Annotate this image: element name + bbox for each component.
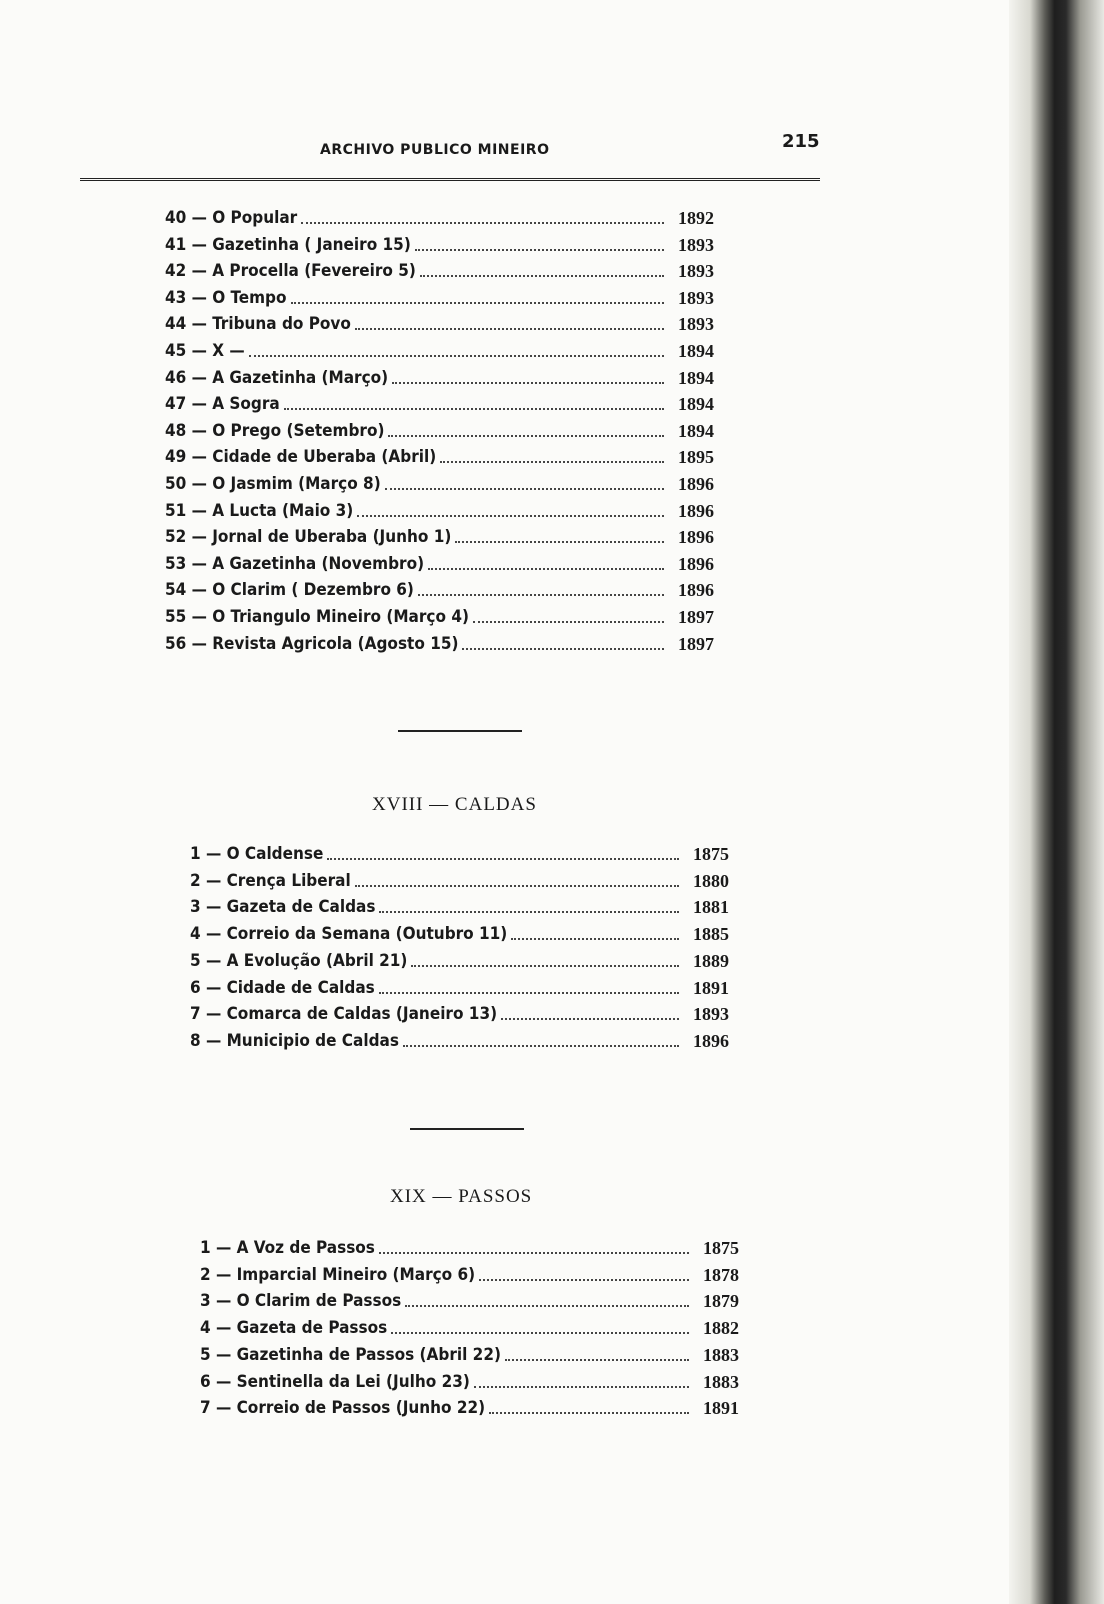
entry-year: 1896 <box>678 474 714 494</box>
list-item <box>165 634 735 660</box>
entry-title: 44 — Tribuna do Povo <box>165 314 351 335</box>
list-item <box>165 368 735 394</box>
dot-leader <box>327 858 679 860</box>
entry-year: 1893 <box>678 261 714 282</box>
entry-title: 49 — Cidade de Uberaba (Abril) <box>165 447 437 468</box>
book-binding-edge <box>1009 0 1104 1604</box>
entry-year: 1893 <box>678 314 714 335</box>
entry-title: 43 — O Tempo <box>165 287 287 308</box>
dot-leader <box>428 568 664 570</box>
dot-leader <box>505 1359 689 1361</box>
entry-title: 56 — Revista Agricola (Agosto 15) <box>165 633 459 654</box>
list-item <box>165 501 735 527</box>
list-item <box>165 261 735 287</box>
entry-year: 1895 <box>678 447 714 468</box>
entry-title: 50 — O Jasmim (Março 8) <box>165 474 381 494</box>
dot-leader <box>291 302 664 304</box>
entry-title: 52 — Jornal de Uberaba (Junho 1) <box>165 527 452 548</box>
entry-title: 42 — A Procella (Fevereiro 5) <box>165 261 416 282</box>
entry-year: 1896 <box>678 553 714 574</box>
entry-year: 1891 <box>693 977 729 998</box>
entry-title: 40 — O Popular <box>165 208 298 228</box>
dot-leader <box>455 541 664 543</box>
list-item <box>165 607 735 633</box>
list-item <box>165 208 735 234</box>
entry-year: 1896 <box>678 580 714 601</box>
list-item <box>165 447 735 473</box>
section-divider <box>410 1128 524 1130</box>
entry-year: 1893 <box>693 1004 729 1025</box>
entry-title: 3 — O Clarim de Passos <box>200 1291 402 1312</box>
list-item <box>200 1398 760 1424</box>
entry-year: 1878 <box>703 1264 739 1285</box>
entry-year: 1889 <box>693 950 729 971</box>
dot-leader <box>379 911 679 913</box>
list-item <box>200 1291 760 1317</box>
list-item <box>165 554 735 580</box>
dot-leader <box>355 885 679 887</box>
entry-title: 2 — Imparcial Mineiro (Março 6) <box>200 1264 476 1285</box>
entry-title: 1 — A Voz de Passos <box>200 1238 375 1258</box>
dot-leader <box>411 965 679 967</box>
dot-leader <box>379 1252 689 1254</box>
entry-title: 6 — Cidade de Caldas <box>190 977 375 998</box>
header-rule <box>80 178 820 181</box>
list-item <box>165 288 735 314</box>
entry-title: 2 — Crença Liberal <box>190 870 351 891</box>
list-item <box>165 580 735 606</box>
dot-leader <box>379 992 679 994</box>
list-item <box>190 844 750 870</box>
dot-leader <box>355 328 664 330</box>
section-title-passos: XIX — PASSOS <box>390 1186 533 1207</box>
entry-year: 1897 <box>678 633 714 654</box>
entry-year: 1893 <box>678 287 714 308</box>
list-item <box>165 314 735 340</box>
section-divider <box>398 730 522 732</box>
entry-year: 1882 <box>703 1318 739 1339</box>
entry-title: 5 — A Evolução (Abril 21) <box>190 950 408 971</box>
entry-year: 1894 <box>678 394 714 415</box>
entry-year: 1885 <box>693 924 729 945</box>
list-item <box>200 1372 760 1398</box>
dot-leader <box>284 408 664 410</box>
entry-year: 1894 <box>678 420 714 441</box>
entry-year: 1883 <box>703 1371 739 1392</box>
dot-leader <box>301 222 664 224</box>
list-item <box>190 871 750 897</box>
dot-leader <box>474 1386 689 1388</box>
entry-title: 46 — A Gazetinha (Março) <box>165 367 389 388</box>
list-item <box>165 235 735 261</box>
entry-year: 1875 <box>693 844 729 864</box>
entry-year: 1875 <box>703 1238 739 1258</box>
entry-year: 1897 <box>678 607 714 627</box>
entry-title: 55 — O Triangulo Mineiro (Março 4) <box>165 607 469 627</box>
entry-year: 1879 <box>703 1291 739 1312</box>
running-header: ARCHIVO PUBLICO MINEIRO <box>320 142 550 158</box>
entry-year: 1892 <box>678 208 714 228</box>
entry-title: 4 — Correio da Semana (Outubro 11) <box>190 924 508 945</box>
entry-year: 1880 <box>693 870 729 891</box>
list-item <box>190 1004 750 1030</box>
list-item <box>165 341 735 367</box>
dot-leader <box>418 594 664 596</box>
entry-year: 1881 <box>693 897 729 918</box>
dot-leader <box>388 435 664 437</box>
entry-title: 45 — X — <box>165 341 245 361</box>
dot-leader <box>392 382 664 384</box>
page-number: 215 <box>782 131 820 152</box>
entry-year: 1894 <box>678 367 714 388</box>
entry-title: 53 — A Gazetinha (Novembro) <box>165 553 425 574</box>
list-item <box>190 897 750 923</box>
entry-year: 1896 <box>693 1030 729 1051</box>
dot-leader <box>391 1332 689 1334</box>
list-item <box>200 1318 760 1344</box>
list-item <box>190 951 750 977</box>
list-item <box>165 394 735 420</box>
list-item <box>200 1345 760 1371</box>
entry-title: 7 — Comarca de Caldas (Janeiro 13) <box>190 1004 498 1025</box>
list-item <box>200 1265 760 1291</box>
dot-leader <box>479 1279 689 1281</box>
list-item <box>190 924 750 950</box>
list-item <box>165 421 735 447</box>
entry-title: 6 — Sentinella da Lei (Julho 23) <box>200 1371 470 1392</box>
dot-leader <box>357 515 664 517</box>
list-item <box>165 474 735 500</box>
entry-title: 5 — Gazetinha de Passos (Abril 22) <box>200 1344 501 1365</box>
entry-year: 1894 <box>678 341 714 361</box>
list-item <box>190 1031 750 1057</box>
list-item <box>200 1238 760 1264</box>
entry-title: 7 — Correio de Passos (Junho 22) <box>200 1398 486 1419</box>
list-item <box>165 527 735 553</box>
entry-title: 48 — O Prego (Setembro) <box>165 420 385 441</box>
entry-year: 1883 <box>703 1344 739 1365</box>
entry-year: 1891 <box>703 1398 739 1419</box>
entry-title: 41 — Gazetinha ( Janeiro 15) <box>165 234 411 255</box>
entry-title: 3 — Gazeta de Caldas <box>190 897 376 918</box>
entry-title: 8 — Municipio de Caldas <box>190 1030 399 1051</box>
dot-leader <box>473 621 664 623</box>
dot-leader <box>403 1045 679 1047</box>
entry-title: 54 — O Clarim ( Dezembro 6) <box>165 580 414 601</box>
dot-leader <box>489 1412 689 1414</box>
dot-leader <box>415 249 664 251</box>
dot-leader <box>440 461 664 463</box>
entry-year: 1893 <box>678 234 714 255</box>
dot-leader <box>420 275 664 277</box>
entry-title: 4 — Gazeta de Passos <box>200 1318 388 1339</box>
entry-title: 1 — O Caldense <box>190 844 324 864</box>
entry-year: 1896 <box>678 500 714 521</box>
dot-leader <box>511 938 679 940</box>
dot-leader <box>462 648 664 650</box>
section-title-caldas: XVIII — CALDAS <box>372 794 537 815</box>
dot-leader <box>405 1305 689 1307</box>
list-item <box>190 978 750 1004</box>
dot-leader <box>249 355 664 357</box>
dot-leader <box>385 488 664 490</box>
entry-title: 47 — A Sogra <box>165 394 280 415</box>
entry-year: 1896 <box>678 527 714 548</box>
entry-title: 51 — A Lucta (Maio 3) <box>165 500 354 521</box>
dot-leader <box>501 1018 679 1020</box>
